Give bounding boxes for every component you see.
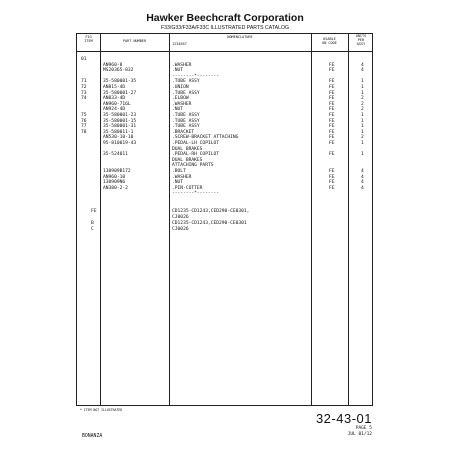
footnote: * ITEM NOT ILLUSTRATED (80, 408, 123, 412)
col-header-units (348, 34, 374, 47)
part-number: AN960-8 (103, 62, 123, 68)
parts-table (76, 33, 373, 406)
nomenclature: .PEDAL-RH COPILOT (172, 152, 220, 158)
nomenclature: .UNION (172, 85, 189, 90)
item-number: 74 (81, 96, 87, 102)
units-per-assy: 1 (361, 90, 364, 96)
usable-code: FE (329, 185, 335, 191)
nomenclature: .WASHER (172, 62, 192, 68)
part-number: AN833-4D (103, 96, 126, 102)
part-number: 35-524011 (103, 152, 128, 158)
part-number: 95-810019-43 (103, 141, 137, 146)
usable-code: FE (329, 113, 335, 118)
usable-code: FE (329, 85, 335, 90)
units-per-assy: 1 (361, 141, 364, 146)
code-letter: C (91, 227, 94, 232)
nomenclature: .TUBE ASSY (172, 79, 200, 85)
nomenclature: .TUBE ASSY (172, 124, 200, 130)
units-per-assy: 4 (361, 169, 364, 174)
code-letter: B (91, 221, 94, 226)
usable-code: FE (329, 62, 335, 68)
usable-code: FE (329, 107, 335, 113)
usable-code: FE (329, 141, 335, 146)
nomenclature: .PEDAL-LH COPILOT (172, 141, 220, 146)
usable-code: FE (329, 129, 335, 135)
column-divider (311, 34, 312, 405)
nomenclature: .TUBE ASSY (172, 118, 200, 124)
units-per-assy: 2 (361, 107, 364, 113)
usable-code: FE (329, 68, 335, 74)
col-header-part-number: PART NUMBER (122, 39, 147, 43)
part-number: AN530-10-10 (103, 135, 134, 141)
col-header-per-line: PER (357, 38, 365, 43)
col-header-oncode-line: ON CODE (322, 41, 337, 46)
nomenclature: DUAL BRAKES (172, 146, 203, 152)
item-number: 77 (81, 124, 87, 130)
units-per-assy: 2 (361, 101, 364, 107)
usable-code: FE (329, 169, 335, 174)
item-number: 78 (81, 129, 87, 135)
col-header-usable-line: USABLE (323, 37, 336, 41)
nomenclature: DUAL BRAKES (172, 157, 203, 163)
code-serials: CD1235-CD1243,CED290-CE0301 (172, 221, 247, 226)
col-header-nomenclature-label: NOMENCLATURE (227, 35, 253, 39)
code-serials: CD1235-CD1243,CED290-CE0301, (172, 209, 250, 214)
part-number: 130909N6 (103, 180, 126, 186)
units-per-assy: 2 (361, 135, 364, 141)
col-header-item-line: ITEM (84, 39, 93, 44)
column-divider (348, 34, 349, 405)
nomenclature: --------*-------- (172, 191, 220, 197)
units-per-assy: 1 (361, 124, 364, 130)
col-header-units-line: UNITS (355, 34, 367, 38)
units-per-assy: 1 (361, 118, 364, 124)
usable-code: FE (329, 135, 335, 141)
item-number: 01 (81, 57, 87, 62)
nomenclature: .ELBOW (172, 96, 189, 102)
part-number: 35-580001-31 (103, 124, 137, 130)
part-number: 35-580001-35 (103, 79, 137, 85)
usable-code: FE (329, 79, 335, 85)
part-number: AN924-4D (103, 107, 126, 113)
col-header-indent-scale: 1234567 (172, 42, 187, 47)
nomenclature: .WASHER (172, 174, 192, 180)
units-per-assy: 1 (361, 113, 364, 118)
usable-code: FE (329, 174, 335, 180)
col-header-fig-line: FIG (85, 35, 92, 39)
nomenclature: .TUBE ASSY (172, 90, 200, 96)
units-per-assy: 4 (361, 174, 364, 180)
part-number: MS20365-832 (103, 68, 134, 74)
item-number: 71 (81, 79, 87, 85)
code-serials: CJ0026 (172, 215, 189, 220)
part-number: 35-580001-23 (103, 113, 137, 118)
section-number: 32-43-01 (315, 411, 372, 426)
nomenclature: .BRACKET (172, 129, 195, 135)
part-number: 130909B172 (103, 169, 131, 174)
header-divider (77, 51, 372, 52)
part-number: AN815-4D (103, 85, 126, 90)
column-divider (169, 34, 170, 405)
page-label: PAGE 5 (355, 426, 372, 431)
part-number: 35-580011-1 (103, 129, 134, 135)
usable-code: FE (329, 152, 335, 158)
item-number: 75 (81, 113, 87, 118)
nomenclature: .NUT (172, 68, 184, 74)
part-number: 35-580001-27 (103, 90, 137, 96)
item-number: 76 (81, 118, 87, 124)
units-per-assy: 1 (361, 129, 364, 135)
units-per-assy: 1 (361, 79, 364, 85)
col-header-nomenclature (169, 35, 311, 46)
col-header-fig-item (77, 35, 100, 43)
nomenclature: ATTACHING PARTS (172, 163, 214, 169)
usable-code: FE (329, 90, 335, 96)
col-header-assy-line: ASSY (356, 42, 366, 47)
usable-code: FE (329, 96, 335, 102)
units-per-assy: 2 (361, 96, 364, 102)
part-number: AN380-2-2 (103, 185, 128, 191)
part-number: 35-580001-15 (103, 118, 137, 124)
usable-code: FE (329, 124, 335, 130)
units-per-assy: 4 (361, 62, 364, 68)
page-title: Hawker Beechcraft Corporation (146, 12, 304, 24)
nomenclature: .BOLT (172, 169, 186, 174)
page-subtitle: F33/G33/F33A/F33C ILLUSTRATED PARTS CATALOG (160, 25, 290, 31)
units-per-assy: 1 (361, 85, 364, 90)
units-per-assy: 4 (361, 185, 364, 191)
nomenclature: .PIN-COTTER (172, 185, 203, 191)
units-per-assy: 4 (361, 68, 364, 74)
units-per-assy: 4 (361, 180, 364, 186)
nomenclature: --------*-------- (172, 73, 220, 79)
usable-code: FE (329, 101, 335, 107)
code-letter: FE (91, 209, 97, 214)
code-serials: CJ0026 (172, 227, 189, 232)
part-number: AN960-10 (103, 174, 126, 180)
part-number: AN960-716L (103, 101, 131, 107)
usable-code: FE (329, 118, 335, 124)
col-header-usable-code (311, 37, 348, 45)
model-name: BONANZA (82, 434, 103, 439)
nomenclature: .WASHER (172, 101, 192, 107)
column-divider (100, 34, 101, 405)
usable-code: FE (329, 180, 335, 186)
nomenclature: .SCREW-BRACKET ATTACHING (172, 135, 239, 141)
nomenclature: .NUT (172, 180, 184, 186)
units-per-assy: 1 (361, 152, 364, 158)
nomenclature: .TUBE ASSY (172, 113, 200, 118)
revision-date: JUL 01/12 (347, 432, 372, 437)
item-number: 73 (81, 90, 87, 96)
item-number: 72 (81, 85, 87, 90)
nomenclature: .NUT (172, 107, 184, 113)
